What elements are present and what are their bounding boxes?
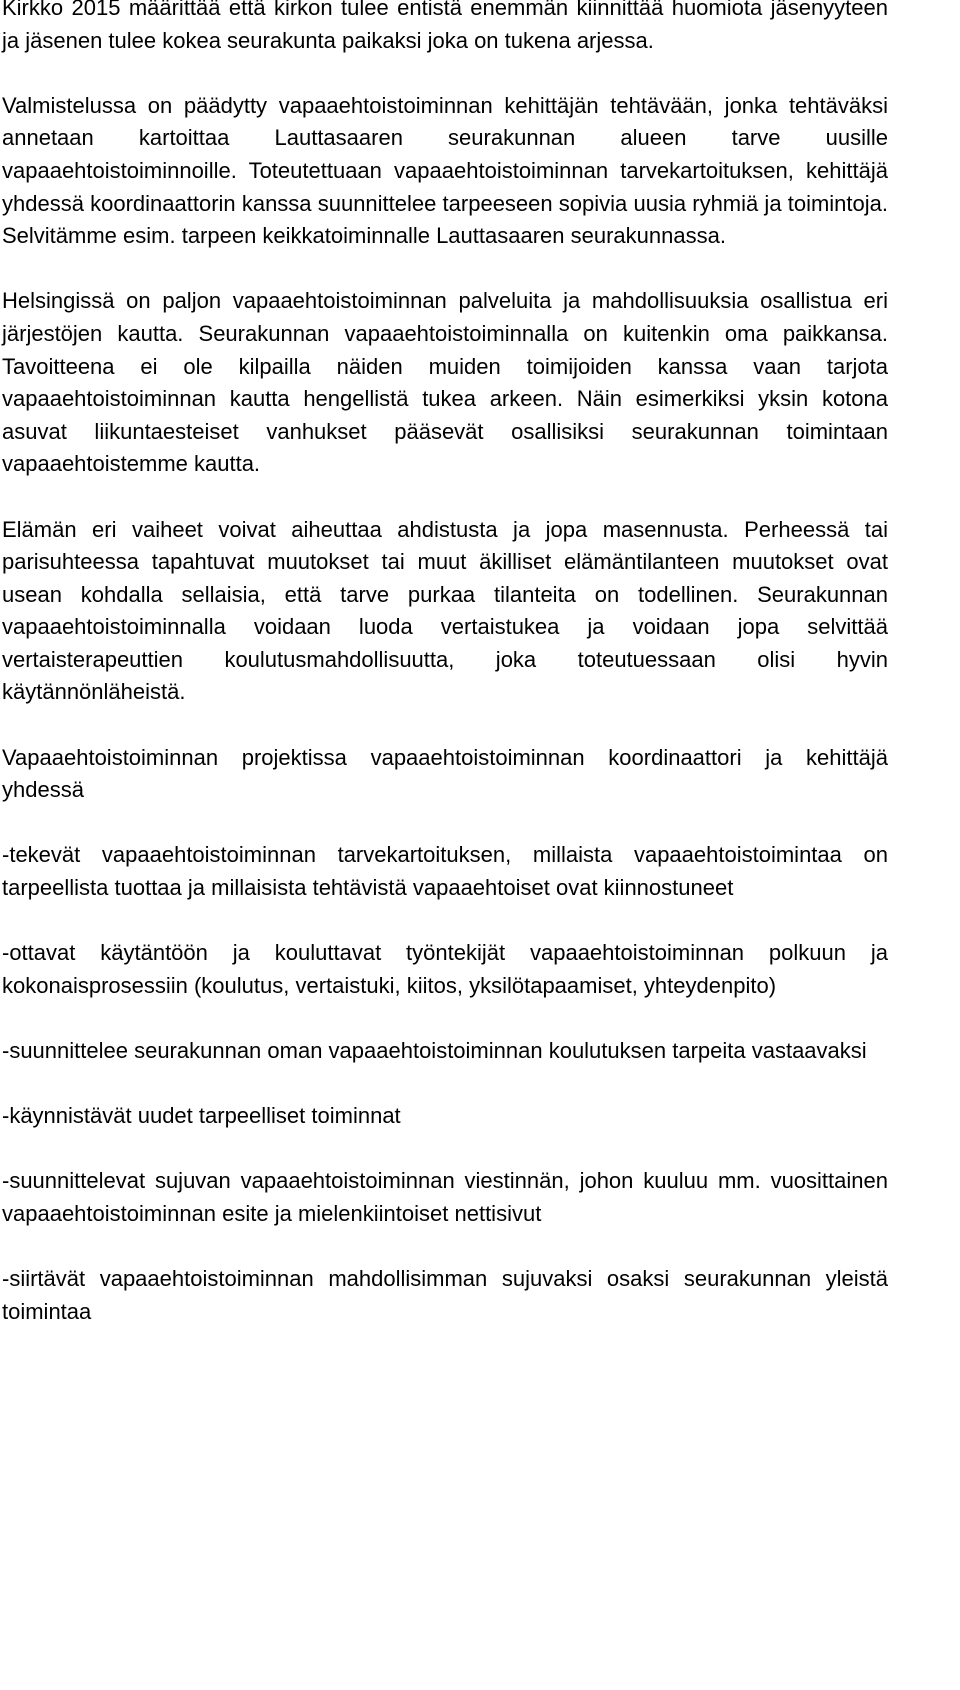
paragraph-elaman-vaiheet: Elämän eri vaiheet voivat aiheuttaa ahdistusta ja jopa masennusta. Perheessä tai parisuhteessa tapahtuvat muutokset tai muut äkilliset elämäntilanteen muutokset ovat usean kohdalla sellaisia, että tarve purkaa tilanteita on todellinen. Seurakunnan vapaaehtoistoiminnalla voidaan luoda vertaistukea ja voidaan jopa selvittää vertaisterapeuttien koulutusmahdollisuutta, joka toteutuessaan olisi hyvin käytännönläheistä. — [2, 516, 888, 705]
paragraph-valmistelu: Valmistelussa on päädytty vapaaehtoistoiminnan kehittäjän tehtävään, jonka tehtäväksi annetaan kartoittaa Lauttasaaren seurakunnan alueen tarve uusille vapaaehtoistoiminnoille. Toteutettuaan vapaaehtoistoiminnan tarvekartoituksen, kehittäjä yhdessä koordinaattorin kanssa suunnittelee tarpeeseen sopivia uusia ryhmiä ja toimintoja. Selvitämme esim. tarpeen keikkatoiminnalle Lauttasaaren seurakunnassa. — [2, 92, 888, 249]
paragraph-projekti-intro: Vapaaehtoistoiminnan projektissa vapaaehtoistoiminnan koordinaattori ja kehittäjä yhdessä — [2, 744, 888, 803]
list-item-uudet-toiminnat: -käynnistävät uudet tarpeelliset toiminnat — [2, 1103, 401, 1129]
list-item-koulutuksen-suunnittelu: -suunnittelee seurakunnan oman vapaaehtoistoiminnan koulutuksen tarpeita vastaavaksi — [2, 1038, 867, 1063]
list-item-viestinta: -suunnittelevat sujuvan vapaaehtoistoiminnan viestinnän, johon kuuluu mm. vuosittainen vapaaehtoistoiminnan esite ja mielenkiintoiset nettisivut — [2, 1168, 888, 1226]
list-item-osaksi-toimintaa: -siirtävät vapaaehtoistoiminnan mahdollisimman sujuvaksi osaksi seurakunnan yleistä toimintaa — [2, 1266, 888, 1324]
list-item-tarvekartoitus: -tekevät vapaaehtoistoiminnan tarvekartoituksen, millaista vapaaehtoistoimintaa on tarpeellista tuottaa ja millaisista tehtävistä vapaaehtoiset ovat kiinnostuneet — [2, 842, 888, 901]
paragraph-kirkko-2015: Kirkko 2015 määrittää että kirkon tulee entistä enemmän kiinnittää huomiota jäsenyyteen ja jäsenen tulee kokea seurakunta paikaksi joka on tukena arjessa. — [2, 0, 888, 53]
list-item-kouluttavat: -ottavat käytäntöön ja kouluttavat työntekijät vapaaehtoistoiminnan polkuun ja kokonaisprosessiin (koulutus, vertaistuki, kiitos, yksilötapaamiset, yhteydenpito) — [2, 940, 888, 998]
paragraph-helsinki: Helsingissä on paljon vapaaehtoistoiminnan palveluita ja mahdollisuuksia osallistua eri järjestöjen kautta. Seurakunnan vapaaehtoistoiminnalla on kuitenkin oma paikkansa. Tavoitteena ei ole kilpailla näiden muiden toimijoiden kanssa vaan tarjota vapaaehtoistoiminnan kautta hengellistä tukea arkeen. Näin esimerkiksi yksin kotona asuvat liikuntaesteiset vanhukset pääsevät osallisiksi seurakunnan toimintaan vapaaehtoistemme kautta. — [2, 288, 888, 477]
document-body — [2, 0, 888, 1328]
